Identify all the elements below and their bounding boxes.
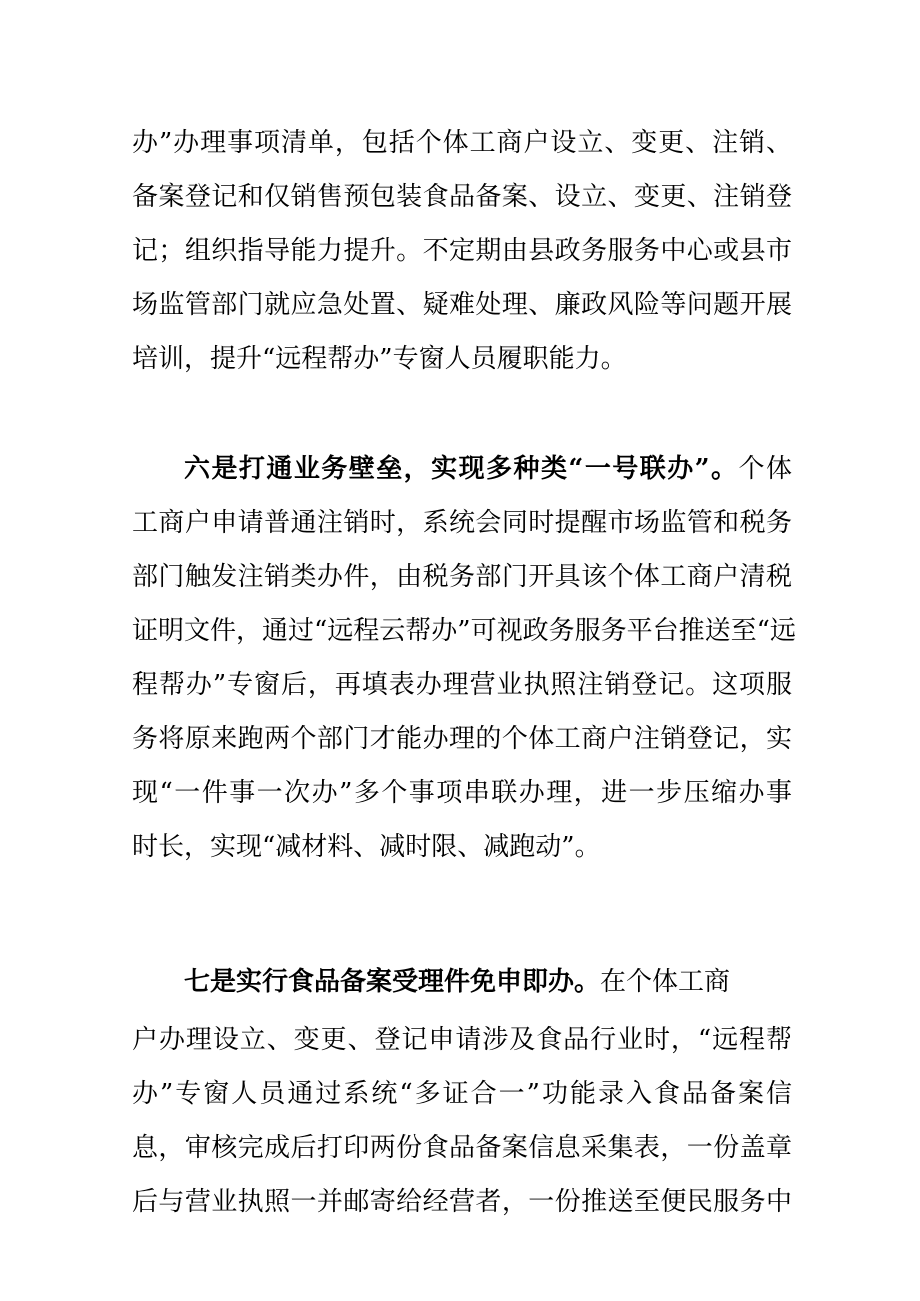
- paragraph-one-number-joint-handling: [132, 442, 796, 874]
- paragraph-capacity-building: [132, 116, 792, 386]
- text-line: 部门触发注销类办件，由税务部门开具该个体工商户清税: [132, 562, 792, 592]
- text-line: 办”办理事项清单，包括个体工商户设立、变更、注销、: [132, 128, 792, 158]
- text-line: 办”专窗人员通过系统“多证合一”功能录入食品备案信: [132, 1079, 792, 1109]
- text-line: 息，审核完成后打印两份食品备案信息采集表，一份盖章: [132, 1133, 792, 1163]
- text-line: 时长，实现“减材料、减时限、减跑动”。: [132, 832, 601, 862]
- text-line: 证明文件，通过“远程云帮办”可视政务服务平台推送至“远: [132, 616, 796, 646]
- text-line: 场监管部门就应急处置、疑难处理、廉政风险等问题开展: [132, 290, 792, 320]
- section-heading-six: 六是打通业务壁垒，实现多种类“一号联办”。: [184, 454, 739, 484]
- text-line: 务将原来跑两个部门才能办理的个体工商户注销登记，实: [132, 724, 792, 754]
- text-line: 户办理设立、变更、登记申请涉及食品行业时，“远程帮: [132, 1025, 792, 1055]
- text-line: 后与营业执照一并邮寄给经营者，一份推送至便民服务中: [132, 1187, 792, 1217]
- text-line: 培训，提升“远程帮办”专窗人员履职能力。: [132, 344, 627, 374]
- text-line: 程帮办”专窗后，再填表办理营业执照注销登记。这项服: [132, 670, 792, 700]
- text-line: 现“一件事一次办”多个事项串联办理，进一步压缩办事: [132, 778, 792, 808]
- paragraph-food-filing-heading: [132, 955, 792, 1009]
- paragraph-food-filing-body: [132, 1013, 792, 1229]
- text-line: 记；组织指导能力提升。不定期由县政务服务中心或县市: [132, 236, 792, 266]
- text-run: 在个体工商: [600, 967, 731, 997]
- text-line: 备案登记和仅销售预包装食品备案、设立、变更、注销登: [132, 182, 792, 212]
- text-line: 工商户申请普通注销时，系统会同时提醒市场监管和税务: [132, 508, 792, 538]
- paragraph-first-line: [132, 955, 792, 1009]
- text-run: 个体: [738, 454, 792, 484]
- section-heading-seven: 七是实行食品备案受理件免申即办。: [184, 967, 601, 997]
- paragraph-first-line: [132, 442, 792, 496]
